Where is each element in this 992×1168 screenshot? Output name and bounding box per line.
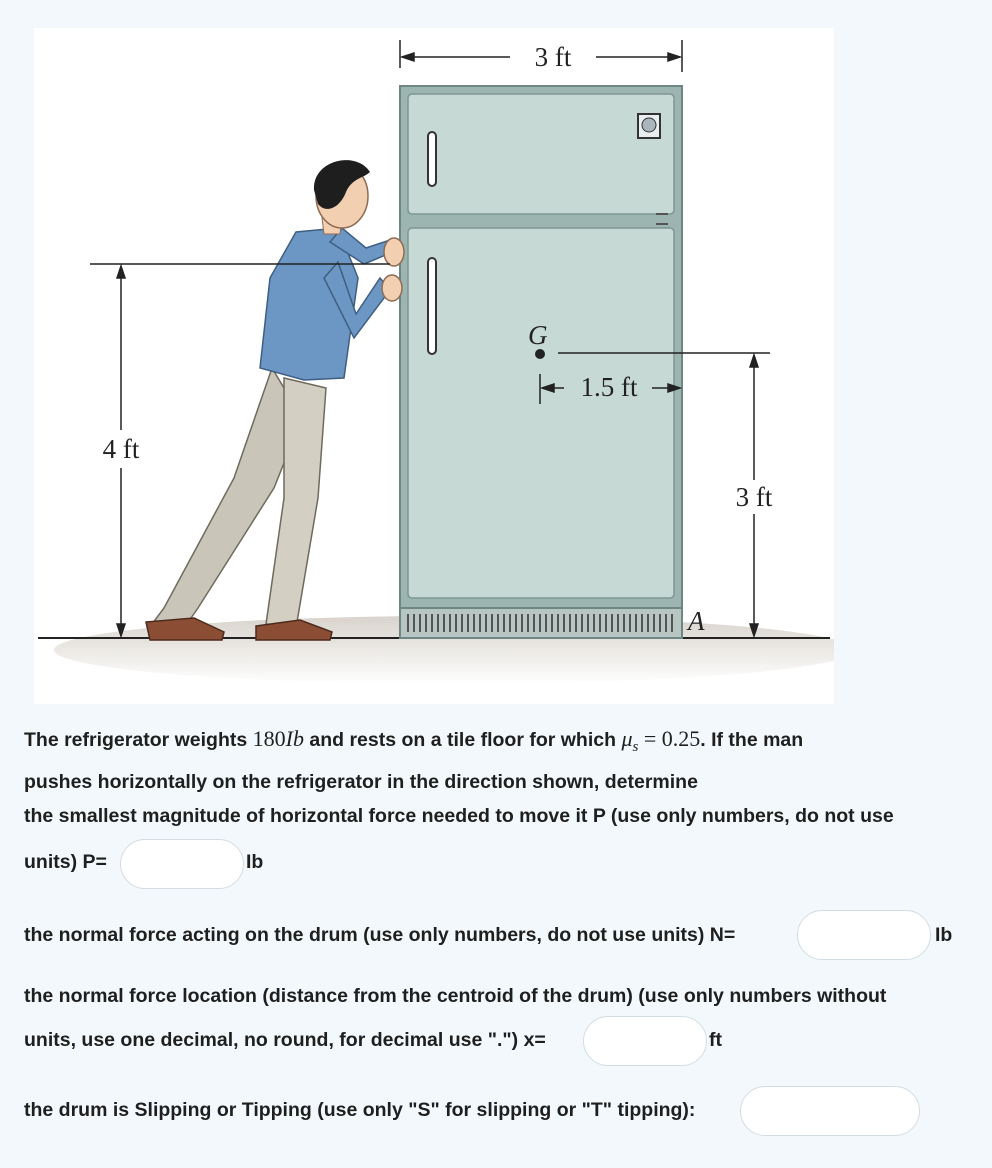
problem-statement: [24, 721, 974, 800]
shoe-back: [146, 618, 224, 640]
problem-line-2: pushes horizontally on the refrigerator in the direction shown, determine: [24, 770, 698, 793]
st-answer-box[interactable]: [740, 1086, 920, 1136]
x-answer-box[interactable]: [583, 1016, 707, 1066]
freezer-door: [408, 94, 674, 214]
label-g-height: 3 ft: [735, 482, 773, 512]
q2-text: the normal force acting on the drum (use only numbers, do not use units) N=: [24, 924, 736, 946]
refrigerator-figure: [34, 28, 834, 704]
x-unit: ft: [709, 1029, 722, 1051]
main-door: [408, 228, 674, 598]
p-answer-box[interactable]: [120, 839, 244, 889]
freezer-handle: [428, 132, 436, 186]
x-input[interactable]: [584, 1017, 706, 1065]
label-corner-a: A: [688, 606, 705, 636]
q1-line2: units) P=: [24, 851, 107, 873]
q3-line2: units, use one decimal, no round, for decimal use ".") x=: [24, 1029, 546, 1051]
q3-line1: the normal force location (distance from the centroid of the drum) (use only numbers without: [24, 985, 887, 1007]
n-input[interactable]: [798, 911, 930, 959]
label-push-height: 4 ft: [102, 434, 140, 464]
st-input[interactable]: [741, 1087, 919, 1135]
hand-upper: [384, 238, 404, 266]
p-unit: Ib: [246, 851, 264, 873]
p-input[interactable]: [121, 840, 243, 888]
refrigerator: [400, 86, 682, 638]
fridge-handle: [428, 258, 436, 354]
q1-line1: the smallest magnitude of horizontal force needed to move it P (use only numbers, do not use: [24, 805, 894, 827]
label-width: 3 ft: [534, 42, 572, 72]
n-answer-box[interactable]: [797, 910, 931, 960]
hand-lower: [382, 275, 402, 301]
man-figure: [146, 160, 404, 640]
problem-line-1: The refrigerator weights 180Ib and rests on a tile floor for which $\mu_s = 0.25$. If the man: [24, 726, 804, 755]
label-half-width: 1.5 ft: [580, 372, 638, 402]
centroid-dot: [535, 349, 545, 359]
q4-text: the drum is Slipping or Tipping (use only "S" for slipping or "T" tipping):: [24, 1099, 696, 1121]
n-unit: Ib: [935, 924, 953, 946]
label-g: G: [528, 320, 548, 350]
figure-svg: [34, 28, 834, 704]
